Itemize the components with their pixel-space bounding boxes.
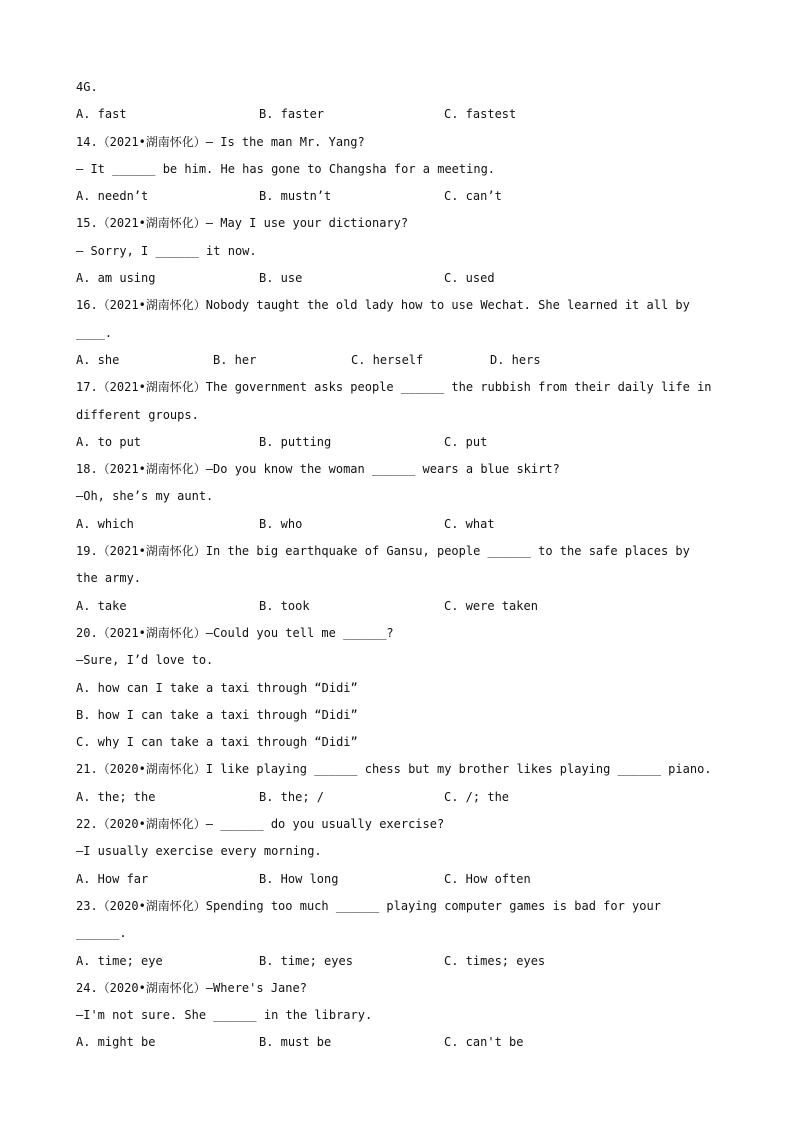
answer-option: C. used	[444, 271, 495, 286]
answer-option: C. what	[444, 516, 495, 531]
text-line: 22.（2020•湖南怀化）— ______ do you usually exercise?	[76, 817, 445, 832]
text-line: C. why I can take a taxi through “Didi”	[76, 735, 358, 750]
options-row	[76, 183, 726, 210]
text-line: 20.（2021•湖南怀化）—Could you tell me ______?	[76, 625, 394, 640]
answer-option: B. took	[259, 598, 310, 613]
text-line: ______.	[76, 926, 127, 941]
answer-option: B. her	[213, 352, 257, 367]
text-line: ____.	[76, 325, 113, 340]
answer-option: B. the; /	[259, 789, 325, 804]
answer-option: C. put	[444, 434, 488, 449]
answer-option: B. must be	[259, 1035, 332, 1050]
answer-option: C. can’t	[444, 189, 502, 204]
answer-option: A. fast	[76, 107, 127, 122]
answer-option: A. which	[76, 516, 134, 531]
answer-option: C. How often	[444, 871, 531, 886]
worksheet-page	[76, 74, 726, 1057]
answer-option: A. might be	[76, 1035, 156, 1050]
text-line: 23.（2020•湖南怀化）Spending too much ______ playing computer games is bad for your	[76, 898, 661, 913]
answer-option: C. /; the	[444, 789, 510, 804]
options-row	[76, 265, 726, 292]
options-row	[76, 101, 726, 128]
text-line: —Sure, I’d love to.	[76, 653, 214, 668]
answer-option: B. use	[259, 271, 303, 286]
answer-option: A. the; the	[76, 789, 156, 804]
text-line: —Oh, she’s my aunt.	[76, 489, 214, 504]
answer-option: B. putting	[259, 434, 332, 449]
answer-option: C. fastest	[444, 107, 517, 122]
answer-option: D. hers	[490, 352, 541, 367]
options-row	[76, 866, 726, 893]
text-line: —I usually exercise every morning.	[76, 844, 322, 859]
answer-option: A. she	[76, 352, 120, 367]
answer-option: C. herself	[351, 352, 424, 367]
options-row	[76, 1029, 726, 1056]
answer-option: A. am using	[76, 271, 156, 286]
answer-option: A. to put	[76, 434, 142, 449]
answer-option: B. faster	[259, 107, 325, 122]
options-row	[76, 347, 726, 374]
text-line: 17.（2021•湖南怀化）The government asks people ______ the rubbish from their daily life in	[76, 380, 712, 395]
text-line: 15.（2021•湖南怀化）— May I use your dictionary?	[76, 216, 409, 231]
text-line: —I'm not sure. She ______ in the library.	[76, 1008, 373, 1023]
options-row	[76, 948, 726, 975]
text-line: 19.（2021•湖南怀化）In the big earthquake of Gansu, people ______ to the safe places by	[76, 544, 690, 559]
text-line: the army.	[76, 571, 142, 586]
answer-option: A. How far	[76, 871, 149, 886]
text-line: 24.（2020•湖南怀化）—Where's Jane?	[76, 980, 307, 995]
answer-option: B. time; eyes	[259, 953, 353, 968]
answer-option: A. time; eye	[76, 953, 163, 968]
answer-option: C. can't be	[444, 1035, 524, 1050]
options-row	[76, 593, 726, 620]
text-line: — It ______ be him. He has gone to Changsha for a meeting.	[76, 161, 496, 176]
answer-option: B. How long	[259, 871, 339, 886]
text-line: different groups.	[76, 407, 199, 422]
answer-option: A. needn’t	[76, 189, 149, 204]
text-line: 4G.	[76, 80, 98, 94]
options-row	[76, 784, 726, 811]
answer-option: A. take	[76, 598, 127, 613]
options-row	[76, 429, 726, 456]
text-line: 18.（2021•湖南怀化）—Do you know the woman ______ wears a blue skirt?	[76, 462, 560, 477]
text-line: B. how I can take a taxi through “Didi”	[76, 707, 358, 722]
text-line: 16.（2021•湖南怀化）Nobody taught the old lady how to use Wechat. She learned it all by	[76, 298, 690, 313]
answer-option: C. times; eyes	[444, 953, 546, 968]
answer-option: C. were taken	[444, 598, 538, 613]
text-line: A. how can I take a taxi through “Didi”	[76, 680, 358, 695]
text-line: 21.（2020•湖南怀化）I like playing ______ chess but my brother likes playing ______ piano.	[76, 762, 712, 777]
text-line: — Sorry, I ______ it now.	[76, 243, 257, 258]
options-row	[76, 511, 726, 538]
answer-option: B. mustn’t	[259, 189, 332, 204]
answer-option: B. who	[259, 516, 303, 531]
text-line: 14.（2021•湖南怀化）— Is the man Mr. Yang?	[76, 134, 365, 149]
